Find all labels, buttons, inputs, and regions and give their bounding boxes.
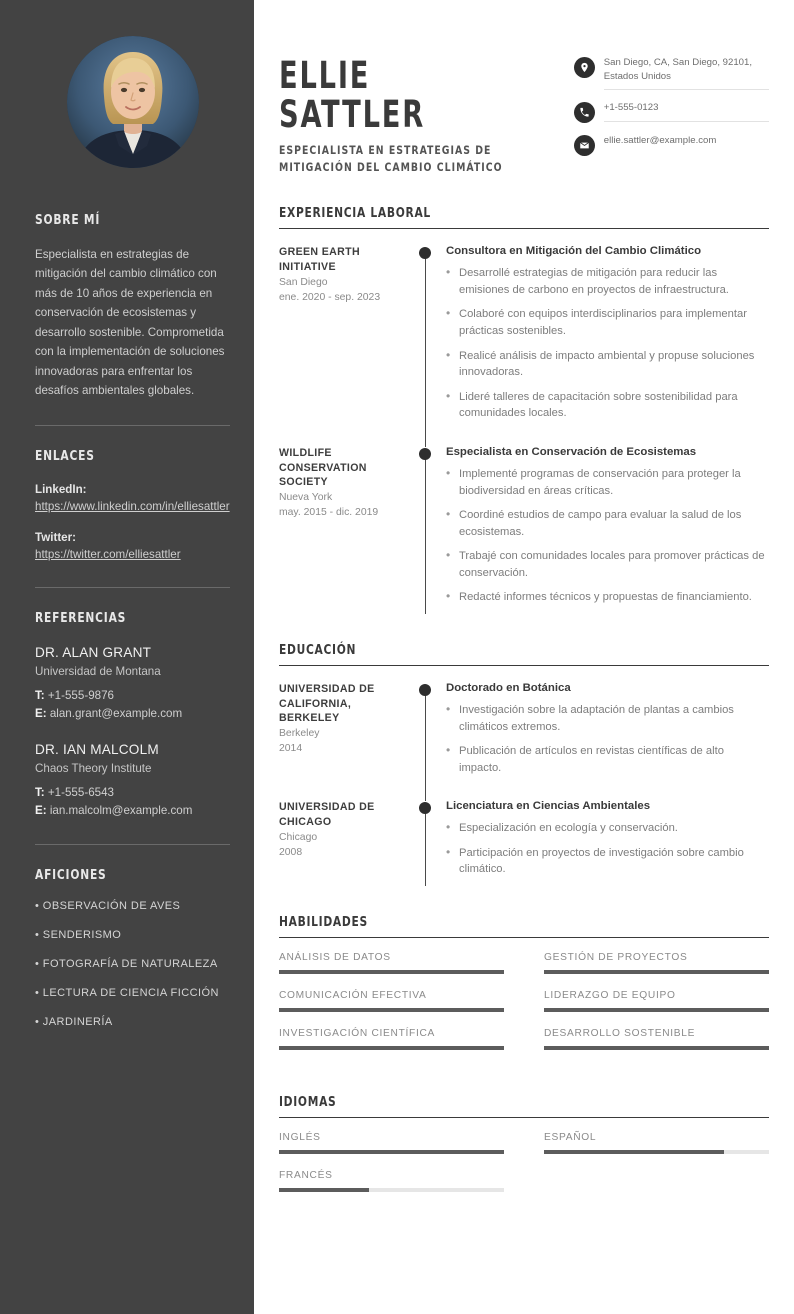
phone-text: +1-555-0123 (604, 101, 769, 122)
languages-heading: IDIOMAS (279, 1094, 769, 1118)
location: San Diego (279, 276, 328, 288)
profile-photo-icon (67, 36, 199, 168)
languages-list (279, 1132, 769, 1208)
timeline-dot-icon (419, 448, 431, 460)
location: Berkeley (279, 727, 320, 739)
education-section (279, 642, 769, 886)
email-text: ellie.sattler@example.com (603, 135, 717, 147)
timeline-dot-icon (419, 247, 431, 259)
skill-label: LIDERAZGO DE EQUIPO (544, 990, 676, 1002)
link-label: Twitter: (35, 530, 77, 544)
location: Chicago (279, 831, 318, 843)
reference-phone (35, 687, 230, 705)
degree-title: Doctorado en Botánica (446, 681, 571, 694)
experience-entry (279, 446, 769, 614)
education-heading: EDUCACIÓN (279, 642, 769, 666)
timeline-line (425, 451, 427, 614)
about-section (35, 212, 230, 401)
email-value: ian.malcolm@example.com (49, 804, 193, 818)
phone-icon (574, 102, 595, 123)
hobby-item: • FOTOGRAFÍA DE NATURALEZA (35, 958, 218, 971)
hobbies-heading: AFICIONES (35, 867, 107, 884)
hobby-item: • LECTURA DE CIENCIA FICCIÓN (35, 987, 219, 1000)
skill-label: COMUNICACIÓN EFECTIVA (279, 990, 427, 1002)
skill-item (279, 1028, 504, 1050)
skill-item (544, 990, 769, 1012)
contact-address (574, 56, 769, 96)
role-title: Especialista en Conservación de Ecosistemas (446, 445, 697, 458)
skill-label: ANÁLISIS DE DATOS (279, 952, 391, 964)
references-section (35, 610, 230, 820)
language-fill (544, 1150, 724, 1154)
skills-heading: HABILIDADES (279, 914, 769, 938)
phone-label: T: (35, 786, 45, 800)
language-track (279, 1188, 504, 1192)
divider (35, 425, 230, 426)
language-label: ESPAÑOL (544, 1132, 597, 1144)
experience-entry (279, 245, 769, 430)
linkedin-link[interactable]: https://www.linkedin.com/in/elliesattler (35, 500, 230, 514)
language-track (279, 1150, 504, 1154)
dates: 2008 (279, 846, 303, 858)
skill-fill (279, 1008, 504, 1012)
degree-title: Licenciatura en Ciencias Ambientales (446, 800, 651, 813)
contact-phone (574, 101, 769, 129)
entry-body (419, 682, 769, 784)
hobby-item: • JARDINERÍA (35, 1016, 113, 1029)
location-pin-icon (574, 57, 595, 78)
hobby-item: • OBSERVACIÓN DE AVES (35, 900, 181, 913)
reference-item (35, 740, 230, 820)
experience-heading: EXPERIENCIA LABORAL (279, 205, 769, 229)
reference-org: Chaos Theory Institute (35, 762, 152, 776)
header (279, 52, 769, 177)
sidebar (0, 0, 254, 1314)
bullet-item: • Realicé análisis de impacto ambiental y propuse soluciones innovadoras. (446, 348, 769, 381)
phone-value: +1-555-6543 (47, 786, 114, 800)
timeline-dot-icon (419, 684, 431, 696)
avatar-container (35, 36, 230, 168)
language-track (544, 1150, 769, 1154)
skill-track (279, 970, 504, 974)
skills-section (279, 914, 769, 1066)
main-content (254, 0, 794, 1314)
skill-label: GESTIÓN DE PROYECTOS (544, 952, 688, 964)
skill-fill (279, 1046, 504, 1050)
envelope-icon (574, 135, 595, 156)
reference-phone (35, 784, 230, 802)
links-heading: ENLACES (35, 447, 95, 464)
skill-item (279, 952, 504, 974)
skill-track (544, 1046, 769, 1050)
skill-label: INVESTIGACIÓN CIENTÍFICA (279, 1028, 436, 1040)
role-title: Consultora en Mitigación del Cambio Climático (446, 245, 702, 258)
bullet-item: • Lideré talleres de capacitación sobre sostenibilidad para comunidades locales. (446, 389, 769, 422)
dates: ene. 2020 - sep. 2023 (279, 291, 381, 303)
bullet-list (446, 820, 769, 878)
education-entry (279, 682, 769, 784)
contact-block (574, 52, 769, 162)
timeline-line (425, 687, 427, 801)
skill-item (544, 1028, 769, 1050)
entry-body (419, 245, 769, 430)
bullet-item: • Especialización en ecología y conservación. (446, 820, 769, 837)
skill-track (544, 1008, 769, 1012)
skill-track (279, 1046, 504, 1050)
job-title: ESPECIALISTA EN ESTRATEGIAS DE MITIGACIÓN DEL CAMBIO CLIMÁTICO (279, 144, 503, 175)
institution: UNIVERSIDAD DE CALIFORNIA, BERKELEY (279, 682, 375, 725)
entry-body (419, 800, 769, 886)
skill-fill (544, 1008, 769, 1012)
skill-item (279, 990, 504, 1012)
hobbies-section (35, 867, 230, 1028)
organization: WILDLIFE CONSERVATION SOCIETY (279, 446, 367, 489)
bullet-list (446, 702, 769, 776)
entry-meta (279, 800, 419, 886)
experience-section (279, 205, 769, 614)
bullet-item: • Implementé programas de conservación para proteger la biodiversidad en áreas críticas. (446, 466, 769, 499)
entry-meta (279, 245, 419, 430)
timeline-dot-icon (419, 802, 431, 814)
twitter-link[interactable]: https://twitter.com/elliesattler (35, 547, 181, 561)
link-item (35, 481, 230, 516)
bullet-item: • Investigación sobre la adaptación de plantas a cambios climáticos extremos. (446, 702, 769, 735)
bullet-item: • Trabajé con comunidades locales para promover prácticas de conservación. (446, 548, 769, 581)
entry-body (419, 446, 769, 614)
entry-meta (279, 682, 419, 784)
timeline-line (425, 805, 427, 886)
skill-fill (544, 970, 769, 974)
education-entry (279, 800, 769, 886)
skill-label: DESARROLLO SOSTENIBLE (544, 1028, 696, 1040)
last-name: SATTLER (279, 93, 426, 137)
reference-org: Universidad de Montana (35, 665, 161, 679)
language-item (544, 1132, 769, 1154)
skills-list (279, 952, 769, 1066)
hobby-item: • SENDERISMO (35, 929, 122, 942)
institution: UNIVERSIDAD DE CHICAGO (279, 801, 375, 828)
about-text: Especialista en estrategias de mitigación del cambio climático con más de 10 años de experiencia en conservación de ecosistemas y desarrollo sostenible. Comprometida con la implementación de soluciones innovadoras para enfrentar los desafíos ambientales globales. (35, 248, 225, 398)
language-label: INGLÉS (279, 1132, 321, 1144)
skill-track (279, 1008, 504, 1012)
skill-item (544, 952, 769, 974)
reference-email (35, 802, 230, 820)
bullet-list (446, 265, 769, 422)
language-label: FRANCÉS (279, 1170, 333, 1182)
reference-item (35, 643, 230, 723)
bullet-item: • Colaboré con equipos interdisciplinarios para implementar prácticas sostenibles. (446, 306, 769, 339)
links-section (35, 448, 230, 564)
bullet-item: • Publicación de artículos en revistas científicas de alto impacto. (446, 743, 769, 776)
language-item (279, 1132, 504, 1154)
email-label: E: (35, 804, 47, 818)
phone-label: T: (35, 689, 45, 703)
language-item (279, 1170, 504, 1192)
divider (35, 844, 230, 845)
skill-fill (544, 1046, 769, 1050)
reference-name: DR. ALAN GRANT (35, 645, 152, 661)
about-heading: SOBRE MÍ (35, 212, 101, 228)
reference-name: DR. IAN MALCOLM (35, 742, 159, 758)
name-block (279, 52, 574, 177)
dates: 2014 (279, 743, 303, 755)
entry-meta (279, 446, 419, 614)
email-value: alan.grant@example.com (49, 707, 183, 721)
skill-fill (279, 970, 504, 974)
language-fill (279, 1188, 369, 1192)
bullet-item: • Coordiné estudios de campo para evaluar la salud de los ecosistemas. (446, 507, 769, 540)
bullet-list (446, 466, 769, 606)
bullet-item: • Participación en proyectos de investigación sobre cambio climático. (446, 845, 769, 878)
reference-email (35, 705, 230, 723)
avatar (67, 36, 199, 168)
contact-email (574, 134, 769, 162)
location: Nueva York (279, 491, 333, 503)
bullet-item: • Redacté informes técnicos y propuestas de financiamiento. (446, 589, 769, 606)
dates: may. 2015 - dic. 2019 (279, 507, 379, 519)
link-label: LinkedIn: (35, 482, 87, 496)
language-fill (279, 1150, 504, 1154)
email-label: E: (35, 707, 47, 721)
divider (35, 587, 230, 588)
first-name: ELLIE (279, 54, 371, 97)
references-heading: REFERENCIAS (35, 610, 127, 627)
address-text: San Diego, CA, San Diego, 92101, Estados Unidos (604, 56, 769, 90)
link-item (35, 529, 230, 564)
skill-track (544, 970, 769, 974)
phone-value: +1-555-9876 (47, 689, 114, 703)
organization: GREEN EARTH INITIATIVE (279, 246, 360, 273)
timeline-line (425, 250, 427, 447)
languages-section (279, 1094, 769, 1208)
bullet-item: • Desarrollé estrategias de mitigación para reducir las emisiones de carbono en proyectos de infraestructura. (446, 265, 769, 298)
